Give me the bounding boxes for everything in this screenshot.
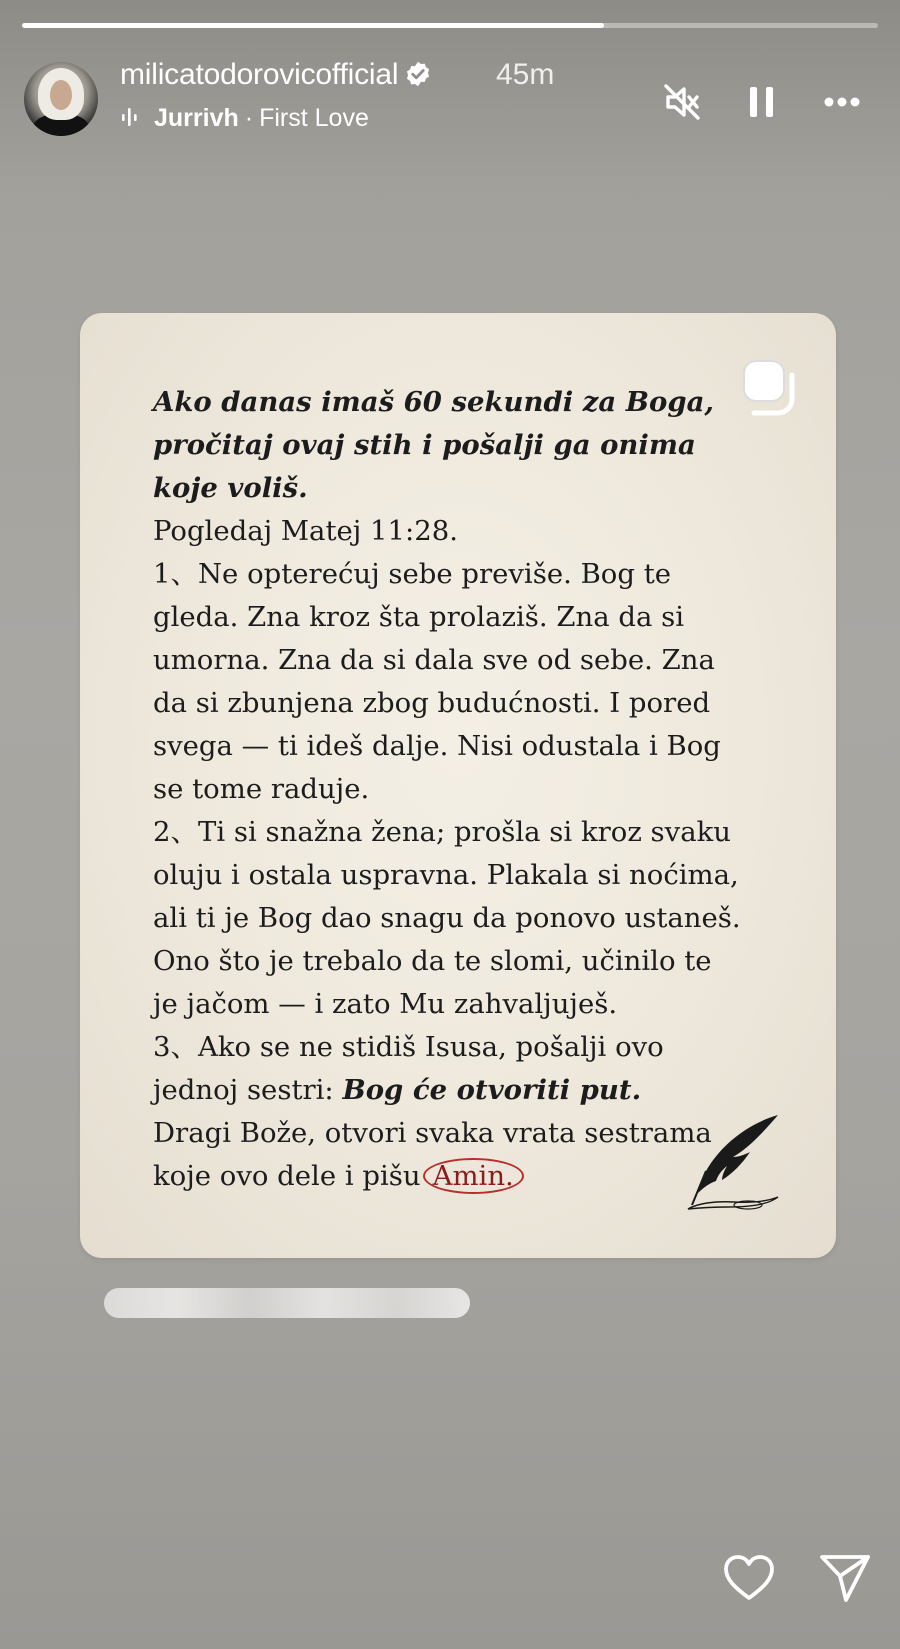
send-icon bbox=[816, 1548, 874, 1606]
amen-circled: Amin. bbox=[423, 1158, 524, 1194]
quote-line bbox=[153, 811, 793, 854]
story-progress-fill bbox=[22, 23, 604, 28]
more-options-icon bbox=[820, 80, 864, 124]
quote-line bbox=[153, 682, 793, 725]
quote-line bbox=[153, 467, 793, 510]
quote-line-text: se tome raduje. bbox=[153, 773, 370, 805]
avatar[interactable] bbox=[24, 62, 98, 136]
verified-badge-icon bbox=[404, 60, 432, 88]
quote-line bbox=[153, 854, 793, 897]
quote-line-text: svega — ti ideš dalje. Nisi odustala i Bog bbox=[153, 730, 721, 762]
quote-line-text: koje voliš. bbox=[153, 472, 308, 504]
quill-pen-icon bbox=[678, 1109, 788, 1219]
quote-line bbox=[153, 510, 793, 553]
quote-line-prefix: koje ovo dele i pišu bbox=[153, 1160, 421, 1192]
music-info[interactable] bbox=[120, 104, 369, 133]
quote-emphasis: Bog će otvoriti put. bbox=[342, 1074, 642, 1106]
blurred-mention-sticker[interactable] bbox=[104, 1288, 470, 1318]
username[interactable] bbox=[120, 58, 432, 92]
music-song: First Love bbox=[259, 104, 369, 132]
post-time: 45m bbox=[496, 58, 555, 91]
quote-line bbox=[153, 1026, 793, 1069]
quote-line bbox=[153, 897, 793, 940]
quote-line-text: da si zbunjena zbog budućnosti. I pored bbox=[153, 687, 711, 719]
quote-line bbox=[153, 725, 793, 768]
quote-line-text: 1、Ne opterećuj sebe previše. Bog te bbox=[153, 558, 672, 590]
more-options-button[interactable] bbox=[820, 80, 864, 124]
quote-line-text: 3、Ako se ne stidiš Isusa, pošalji ovo bbox=[153, 1031, 664, 1063]
story-header bbox=[24, 58, 876, 138]
quote-line-text: je jačom — i zato Mu zahvaljuješ. bbox=[153, 988, 618, 1020]
quote-line-prefix: jednoj sestri: bbox=[153, 1074, 343, 1106]
username-text[interactable]: milicatodorovicofficial bbox=[120, 58, 399, 91]
quote-line-text: Ono što je trebalo da te slomi, učinilo te bbox=[153, 945, 712, 977]
pause-button[interactable] bbox=[740, 80, 784, 124]
share-button[interactable] bbox=[816, 1548, 874, 1606]
quote-line bbox=[153, 940, 793, 983]
quote-line-text: pročitaj ovaj stih i pošalji ga onima bbox=[153, 429, 696, 461]
quote-line-text: ali ti je Bog dao snagu da ponovo ustaneš. bbox=[153, 902, 741, 934]
mute-button[interactable] bbox=[660, 80, 704, 124]
music-separator: · bbox=[244, 104, 254, 132]
pause-icon bbox=[740, 80, 784, 124]
quote-line-text: gleda. Zna kroz šta prolaziš. Zna da si bbox=[153, 601, 684, 633]
story-progress-bar bbox=[22, 23, 878, 28]
quote-card bbox=[80, 313, 836, 1258]
speaker-muted-icon bbox=[660, 80, 704, 124]
quote-line-text: Ako danas imaš 60 sekundi za Boga, bbox=[153, 386, 714, 418]
quote-line bbox=[153, 983, 793, 1026]
quote-line bbox=[153, 768, 793, 811]
quote-line bbox=[153, 1069, 793, 1112]
quote-line bbox=[153, 553, 793, 596]
quote-line-text: 2、Ti si snažna žena; prošla si kroz svaku bbox=[153, 816, 731, 848]
quote-text bbox=[153, 381, 793, 1198]
quote-line bbox=[153, 381, 793, 424]
music-bars-icon bbox=[120, 105, 146, 129]
quote-line-text: umorna. Zna da si dala sve od sebe. Zna bbox=[153, 644, 715, 676]
like-button[interactable] bbox=[720, 1548, 778, 1606]
quote-line bbox=[153, 424, 793, 467]
quote-line-text: oluju i ostala uspravna. Plakala si noćima, bbox=[153, 859, 739, 891]
music-artist: Jurrivh bbox=[154, 104, 239, 132]
quote-line-text: Pogledaj Matej 11:28. bbox=[153, 515, 459, 547]
quote-line-text: Dragi Bože, otvori svaka vrata sestrama bbox=[153, 1117, 712, 1149]
quote-line bbox=[153, 639, 793, 682]
heart-icon bbox=[720, 1548, 778, 1606]
quote-line bbox=[153, 596, 793, 639]
